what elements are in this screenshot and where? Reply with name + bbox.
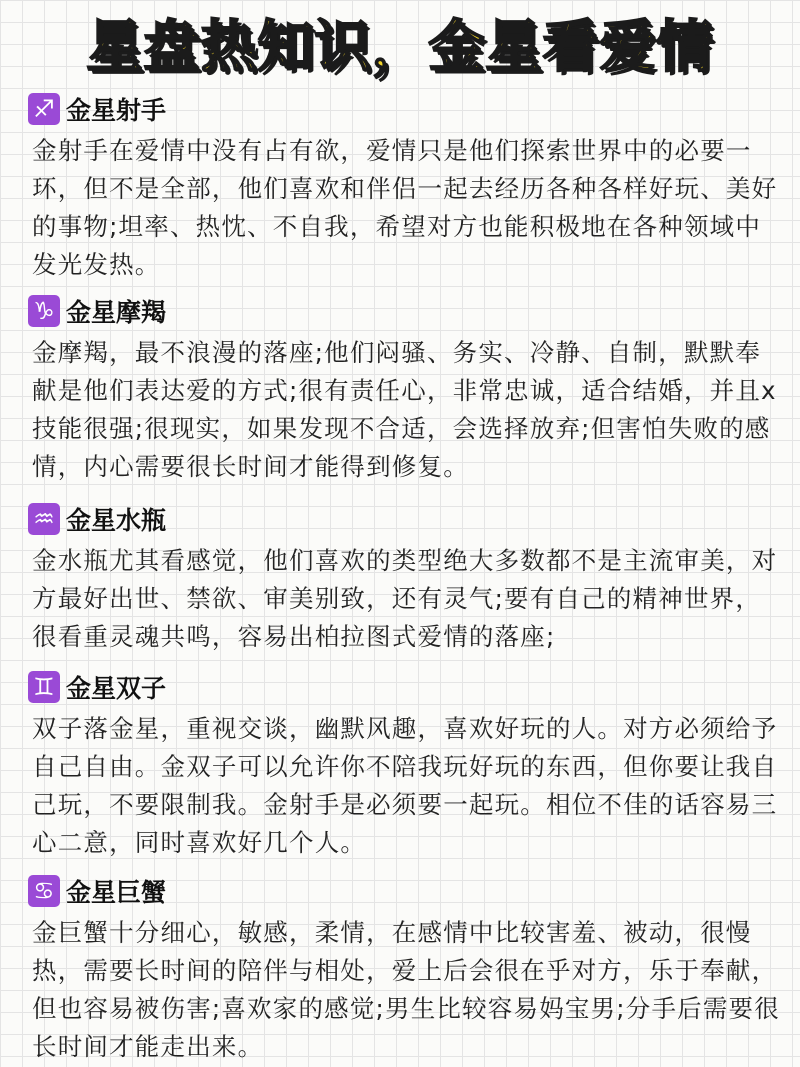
section-heading: 金星巨蟹: [66, 878, 167, 907]
section-heading: 金星水瓶: [66, 506, 167, 535]
section-header: [28, 874, 780, 908]
cancer-icon: ♋: [28, 875, 60, 907]
section-body: 金摩羯，最不浪漫的落座;他们闷骚、务实、冷静、自制，默默奉献是他们表达爱的方式;很有责任心，非常忠诚，适合结婚，并且x技能很强;很现实，如果发现不合适，会选择放弃;但害怕失败的感情，内心需要很长时间才能得到修复。: [32, 338, 777, 481]
section-body: 双子落金星，重视交谈，幽默风趣，喜欢好玩的人。对方必须给予自己自由。金双子可以允许你不陪我玩好玩的东西，但你要让我自己玩，不要限制我。金射手是必须要一起玩。相位不佳的话容易三心二意，同时喜欢好几个人。: [32, 714, 778, 857]
section-body: 金水瓶尤其看感觉，他们喜欢的类型绝大多数都不是主流审美，对方最好出世、禁欲、审美别致，还有灵气;要有自己的精神世界，很看重灵魂共鸣，容易出柏拉图式爱情的落座;: [32, 546, 778, 651]
aquarius-icon: ♒: [28, 503, 60, 535]
page-title: 星盘热知识，金星看爱情: [86, 15, 714, 80]
section-header: [28, 670, 780, 704]
section-header: [28, 502, 780, 536]
sagittarius-icon: ♐: [28, 93, 60, 125]
section-aquarius: [28, 502, 780, 656]
section-sagittarius: [28, 92, 780, 284]
section-header: [28, 92, 780, 126]
section-body: 金射手在爱情中没有占有欲，爱情只是他们探索世界中的必要一环，但不是全部，他们喜欢和伴侣一起去经历各种各样好玩、美好的事物;坦率、热忱、不自我，希望对方也能积极地在各种领域中发光发热。: [32, 136, 778, 279]
capricorn-icon: ♑: [28, 295, 60, 327]
section-heading: 金星双子: [66, 674, 167, 703]
section-heading: 金星射手: [66, 96, 167, 125]
section-cancer: [28, 874, 780, 1066]
gemini-icon: ♊: [28, 671, 60, 703]
section-heading: 金星摩羯: [66, 298, 167, 327]
section-body: 金巨蟹十分细心，敏感，柔情，在感情中比较害羞、被动，很慢热，需要长时间的陪伴与相处，爱上后会很在乎对方，乐于奉献，但也容易被伤害;喜欢家的感觉;男生比较容易妈宝男;分手后需要很长时间才能走出来。: [32, 918, 780, 1061]
section-header: [28, 294, 780, 328]
section-gemini: [28, 670, 780, 862]
section-capricorn: [28, 294, 780, 486]
